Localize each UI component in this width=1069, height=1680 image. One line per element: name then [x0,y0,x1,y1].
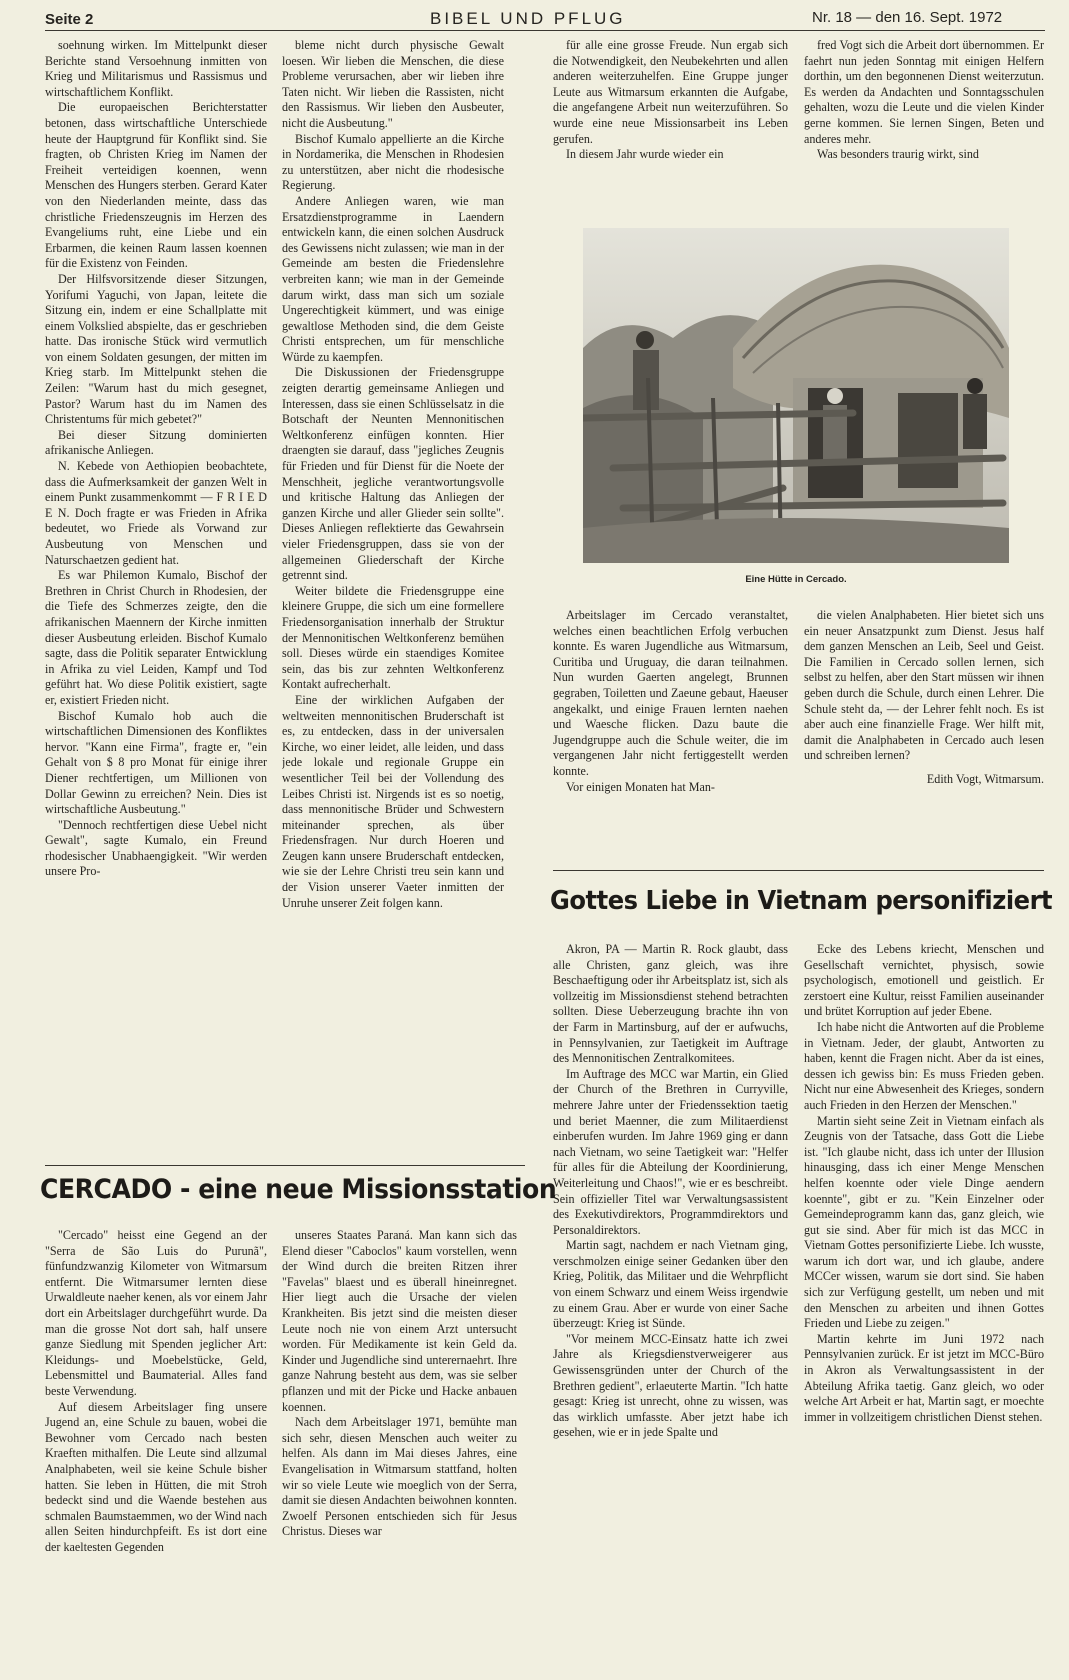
paragraph: Bei dieser Sitzung dominierten afrikanische Anliegen. [45,427,267,458]
paragraph: Martin sieht seine Zeit in Vietnam einfach als Zeugnis von der Tatsache, dass Gott die Liebe ist. "Ich glaube nicht, dass ich unter der Illusion hinausging, dass ich einer Menge Menschen helfen koennte oder viele Dinge aendern koennte", gibt er zu. "Kein Einzelner oder Gemeindeprogramm kann das, ganz gleich, wie gut sie sind. Aber für mich ist das MCC in Vietnam Gottes personifizierte Liebe. Ich wusste, warum ich dort war, und ich glaube, andere MCCer wissen, warum sie dort sind. Sie haben sich zur Verfügung gestellt, um neben und mit den Menschen zu arbeiten und ihnen Gottes Frieden und Liebe zu zeigen." [804,1113,1044,1331]
paragraph: Es war Philemon Kumalo, Bischof der Brethren in Christ Church in Rhodesien, der die Tiefe des Schmerzes zeigte, den die afrikanischen Maennern der Kirche inmitten dieser Ausbeutung erleiden. Bischof Kumalo sagte, dass die Politik separater Entwicklung in Afrika zu viel Leiden, Kampf und Tod geführt hat. Wo diese Politik existiert, sagte er, existiert Frieden nicht. [45,568,267,707]
vietnam-headline: Gottes Liebe in Vietnam personifiziert [550,886,1053,916]
vietnam-top-rule [553,870,1044,871]
paragraph: "Cercado" heisst eine Gegend an der "Serra de São Luis do Purunã", fünfundzwanzig Kilometer von Witmarsum entfernt. Die Witmarsumer lernten diese Urwaldleute naeher kenen, als vor einem Jahr dort ein Arbeitslager durchgeführt wurde. Da man die grosse Not dort sah, half unsere ganze Siedlung mit Spenden jeglicher Art: Kleidungs- und Moebelstücke, Geld, Lebensmittel und Baumaterial. Alles fand beste Verwendung. [45,1228,267,1398]
cercado-col-2-bottom [282,1228,517,1673]
paragraph: Nach dem Arbeitslager 1971, bemühte man sich sehr, diesen Menschen auch weiter zu helfen. Als dann im Mai dieses Jahres, eine Evangelisation in Witmarsum stattfand, holten wir so viele Leute wie moeglich von der Serra, damit sie diesen Andachten beiwohnen konnten. Zwoelf Personen entschieden sich für Jesus Christus. Dieses war [282,1415,517,1539]
cercado-col-4-mid-text [804,608,1044,764]
paragraph: "Vor meinem MCC-Einsatz hatte ich zwei Jahre als Kriegsdienstverweigerer aus Gewissensgründen unter der Church of the Brethren gedient", erlaeuterte Martin. "Ich hatte gesagt: Krieg ist unrecht, ohne zu wissen, was das wirklich umfasste. Aber jetzt habe ich gesehen, wie er in jede Spalte und [553,1331,788,1440]
paragraph: Akron, PA — Martin R. Rock glaubt, dass alle Christen, ganz gleich, was ihre Beschaeftigung oder ihr Arbeitsplatz ist, sich als vollzeitig im Missionsdienst stehend betrachten sollten. Diese Ueberzeugung brachte ihn von der Farm in Martinsburg, auf der er aufwuchs, in Pennsylvanien, zur Taetigkeit im Auftrage des Mennonitischen Zentralkomitees. [553,942,788,1066]
cercado-col-4-top [804,38,1044,213]
cercado-headline: CERCADO - eine neue Missionsstation [40,1174,557,1205]
paragraph: Auf diesem Arbeitslager fing unsere Jugend an, eine Schule zu bauen, wobei die Bewohner vom Cercado nach besten Kraeften mithalfen. Die Leute sind allzumal Analphabeten, weil sie keine Schule bisher hatten. Sie leben in Hütten, die mit Stroh bedeckt sind und die Waende bestehen aus schmalen Baumstaemmen, wo der Wind nach allen Seiten hindurchpfeift. Es ist dort eine der kaeltesten Gegenden [45,1399,267,1554]
paragraph: Arbeitslager im Cercado veranstaltet, welches einen beachtlichen Erfolg verbuchen konnte. Es waren Jugendliche aus Witmarsum, Curitiba und Uruguay, die daran teilnahmen. Nun wurden Gaerten angelegt, Brunnen gegraben, Toiletten und Zaeune gebaut, Haeuser angekalkt, und einige Frauen lernten naehen und Waesche flicken. Dazu baute die Jugendgruppe auch die Schule weiter, die im vergangenen Jahr nicht fertiggestellt werden konnte. [553,608,788,778]
paragraph: Bischof Kumalo appellierte an die Kirche in Nordamerika, die Menschen in Rhodesien zu unterstützen, aber nicht die rhodesische Regierung. [282,131,504,193]
page-number: Seite 2 [45,11,94,28]
cercado-col-4-mid [804,608,1044,858]
paragraph: soehnung wirken. Im Mittelpunkt dieser Berichte stand Versoehnung inmitten von Krieg und Militarismus und Rassismus und wirtschaftlichem Konflikt. [45,38,267,99]
paragraph: Im Auftrage des MCC war Martin, ein Glied der Church of the Brethren in Curryville, mehrere Jahre unter der Friedenssektion taetig und beriet Maenner, die zum Militaerdienst einberufen wurden. Im Jahre 1969 ging er dann nach Vietnam, wo seine Taetigkeit war: "Helfer für alles für die Abteilung der Koordinierung, Weiterleitung und Chaos!", wie er es beschreibt. Sein offizieller Titel war Verwaltungsassistent des Exekutivdirektors, Programmdirektors und Personaldirektors. [553,1066,788,1237]
vietnam-col-4 [804,942,1044,1672]
photo-caption: Eine Hütte in Cercado. [745,574,847,585]
paragraph: bleme nicht durch physische Gewalt loesen. Wir lieben die Menschen, die diese Probleme verursachen, aber wir lieben ihre Taten nicht. Wir lieben die Rassisten, nicht den Rassismus. Wir lieben den Ausbeuter, nicht die Ausbeutung." [282,38,504,130]
cercado-top-rule [45,1165,525,1166]
paragraph: Martin sagt, nachdem er nach Vietnam ging, verschmolzen einige seiner Gedanken über den Krieg, Politik, das Militaer und die Wehrpflicht von einem Schwarz und einem Weiss irgendwie zu einem Grau. Aber er wurde von einer Sache überzeugt: Krieg ist Sünde. [553,1238,788,1331]
cercado-col-3-top [553,38,788,213]
header-rule [45,30,1045,31]
paragraph: Der Hilfsvorsitzende dieser Sitzungen, Yorifumi Yaguchi, von Japan, leitete die Sitzung ein, indem er eine Schallplatte mit einem Volkslied abspielte, das er geschrieben hatte. Das ironische Stück wird vermutlich von einem Soldaten gesungen, der mitten im Krieg starb. Im Mittelpunkt stehen die Zeilen: "Warum hast du mich gesegnet, Pastor? Warum hast du im Namen des Christentums für mich gebetet?" [45,271,267,427]
paragraph: Was besonders traurig wirkt, sind [817,147,979,162]
paragraph: Die Diskussionen der Friedensgruppe zeigten derartig gemeinsame Anliegen und Interessen, dass sie einen Schlüsselsatz in die Botschaft der Neunten Mennonitischen Weltkonferenz einfügen konnten. Hier draengten sie darauf, dass "jegliches Zeugnis für Frieden und für Dienst für die Noete der Menschheit, jegliche verantwortungsvolle und kritische Haltung das Anliegen der ganzen Kirche und aller Glieder sein sollte". Dieses Anliegen reflektierte das Gewahrsein vieler Friedensgruppen, dass sie von der allgemeinen Gliederschaft der Kirche getrennt sind. [282,365,504,583]
paragraph: Andere Anliegen waren, wie man Ersatzdienstprogramme in Laendern entwickeln kann, die einen solchen Ausdruck des Gewissens nicht zulassen; wie man in der Gemeinde am besten die Friedenslehre verbreiten kann; wie man in der Gemeinde darum wirkt, dass man sich um soziale Ungerechtigkeit kümmert, und was einige gewaltlose Methoden sind, die dem Geiste Christi entsprechen, um für menschliche Würde zu kaempfen. [282,193,504,364]
paragraph: fred Vogt sich die Arbeit dort übernommen. Er faehrt nun jeden Sonntag mit einigen Helfern dorthin, um den begonnenen Dienst weiterzutun. Es werden da Andachten und Sonntagsschulen gehalten, wozu die Leute und die vielen Kinder gerne kommen. Sie lernen Singen, Beten und anderes mehr. [804,38,1044,146]
paragraph: für alle eine grosse Freude. Nun ergab sich die Notwendigkeit, den Neubekehrten und allen anderen weiterzuhelfen. Eine Gruppe junger Leute aus Witmarsum erkannten die Aufgabe, die angefangene Arbeit nun weiterzuführen. So wurde eine neue Missionsarbeit ins Leben gerufen. [553,38,788,146]
paragraph: Eine der wirklichen Aufgaben der weltweiten mennonitischen Bruderschaft ist es, zu entdecken, dass in der universalen Kirche, wo einer leidet, alle leiden, und dass jede lokale und regionale Gruppe ein wesentlicher Teil bei der Vollendung des Leibes Christi ist. Nirgends ist es so noetig, dass mennonitische Brüder und Schwestern miteinander sprechen, als über Friedensfragen. Nur durch Hoeren und Zeugen kann unsere Bruderschaft entdecken, wie sie der Lehre Christi treu sein kann und der Vision unserer Vaeter inmitten der Unruhe unserer Zeit folgen kann. [282,692,504,910]
hut-photo [583,228,1009,563]
issue-date: Nr. 18 — den 16. Sept. 1972 [812,9,1003,26]
cercado-col-3-mid [553,608,788,858]
paragraph: Martin kehrte im Juni 1972 nach Pennsylvanien zurück. Er ist jetzt im MCC-Büro in Akron als Verwaltungsassistent in der Abteilung Afrika taetig. Ganz gleich, wo oder welche Art Arbeit er hat, Martin sagt, er moechte immer in vollzeitigem christlichen Dienst stehen. [804,1331,1044,1424]
paragraph: "Dennoch rechtfertigen diese Uebel nicht Gewalt", sagte Kumalo, ein Freund rhodesischer Unabhaengigkeit. "Wir werden unsere Pro- [45,817,267,879]
paragraph: Die europaeischen Berichterstatter betonen, dass wirtschaftliche Unterschiede heute der Hauptgrund für Konflikt sind. Sie fragten, ob Christen Krieg im Namen der Freiheit verteidigen koennen, wenn Menschen des Hungers sterben. Gerard Kater von den Niederlanden meinte, dass das christliche Friedenszeugnis im Herzen des Evangeliums ruht, eine Liebe und ein Erbarmen, die keinen Raum lassen koennen für die Existenz von Feinden. [45,100,267,271]
paragraph: Ich habe nicht die Antworten auf die Probleme in Vietnam. Jeder, der glaubt, Antworten zu haben, kennt die Fragen nicht. Aber da ist eines, dessen ich gewiss bin: Es muss Frieden geben. Nicht nur eine Abwesenheit des Krieges, sondern auch Frieden in den Herzen der Menschen." [804,1019,1044,1112]
author-signature: Edith Vogt, Witmarsum. [926,771,1044,786]
vietnam-col-3 [553,942,788,1672]
paragraph: Bischof Kumalo hob auch die wirtschaftlichen Dimensionen des Konfliktes hervor. "Kann eine Firma", fragte er, "ein Gehalt von $ 8 pro Monat für einige ihrer Diener rechtfertigen, um Millionen von Dollar Gewinn zu erreichen? Nein. Dies ist wirtschaftliche Ausbeutung." [45,708,267,817]
paragraph: die vielen Analphabeten. Hier bietet sich uns ein neuer Ansatzpunkt zum Dienst. Jesus half dem ganzen Menschen an Leib, Seel und Geist. Die Familien in Cercado sollen lernen, sich selbst zu helfen, aber den Start müssen wir ihnen geben durch die Schule, durch einen Lehrer. Die Schule steht da, — der Lehrer fehlt noch. Es ist aber auch eine finanzielle Frage. Wer hilft mit, damit die Analphabeten in Cercado auch lesen und schreiben lernen? [804,608,1044,763]
paragraph: Ecke des Lebens kriecht, Menschen und Gesellschaft vernichtet, physisch, sowie psychologisch, emotionell und geistlich. Er zerstoert eine Kultur, reisst Familien auseinander und brütet Korruption auf jeder Ebene. [804,942,1044,1019]
paragraph: Weiter bildete die Friedensgruppe eine kleinere Gruppe, die sich um eine formellere Friedensorganisation innerhalb der Struktur der Mennonitischen Weltkonferenz bemühen soll. Dieses würde ein staendiges Komitee sein, das bis zur zehnten Weltkonferenz Kontakt aufrecherhalt. [282,583,504,692]
paragraph: N. Kebede von Aethiopien beobachtete, dass die Aufmerksamkeit der ganzen Welt in einem Punkt zusammenkommt — F R I E D E N. Doch fragte er was Frieden in Afrika bedeutet, wo Friede als Vorwand zur Ausbeutung von Menschen und Naturschaetzen gedient hat. [45,459,267,567]
article-continued-col-1 [45,38,267,1158]
paragraph: unseres Staates Paraná. Man kann sich das Elend dieser "Caboclos" kaum vorstellen, wenn der Wind durch die breiten Ritzen ihrer "Favelas" blaest und es überall hineinregnet. Hier liegt auch die Ursache der vielen Krankheiten. Bis jetzt sind die meisten dieser Leute noch nie von einem Arzt untersucht worden. Für Medikamente ist kein Geld da. Kinder und Jugendliche sind unterernaehrt. Ihre ganze Nahrung besteht aus dem, was sie selber pflanzen und mit der Picke und Hacke anbauen koennen. [282,1228,517,1414]
paragraph: In diesem Jahr wurde wieder ein [566,147,724,162]
cercado-col-1-bottom [45,1228,267,1673]
article-continued-col-2 [282,38,504,1158]
paragraph: Vor einigen Monaten hat Man- [566,779,715,794]
newspaper-title: BIBEL UND PFLUG [430,9,626,28]
